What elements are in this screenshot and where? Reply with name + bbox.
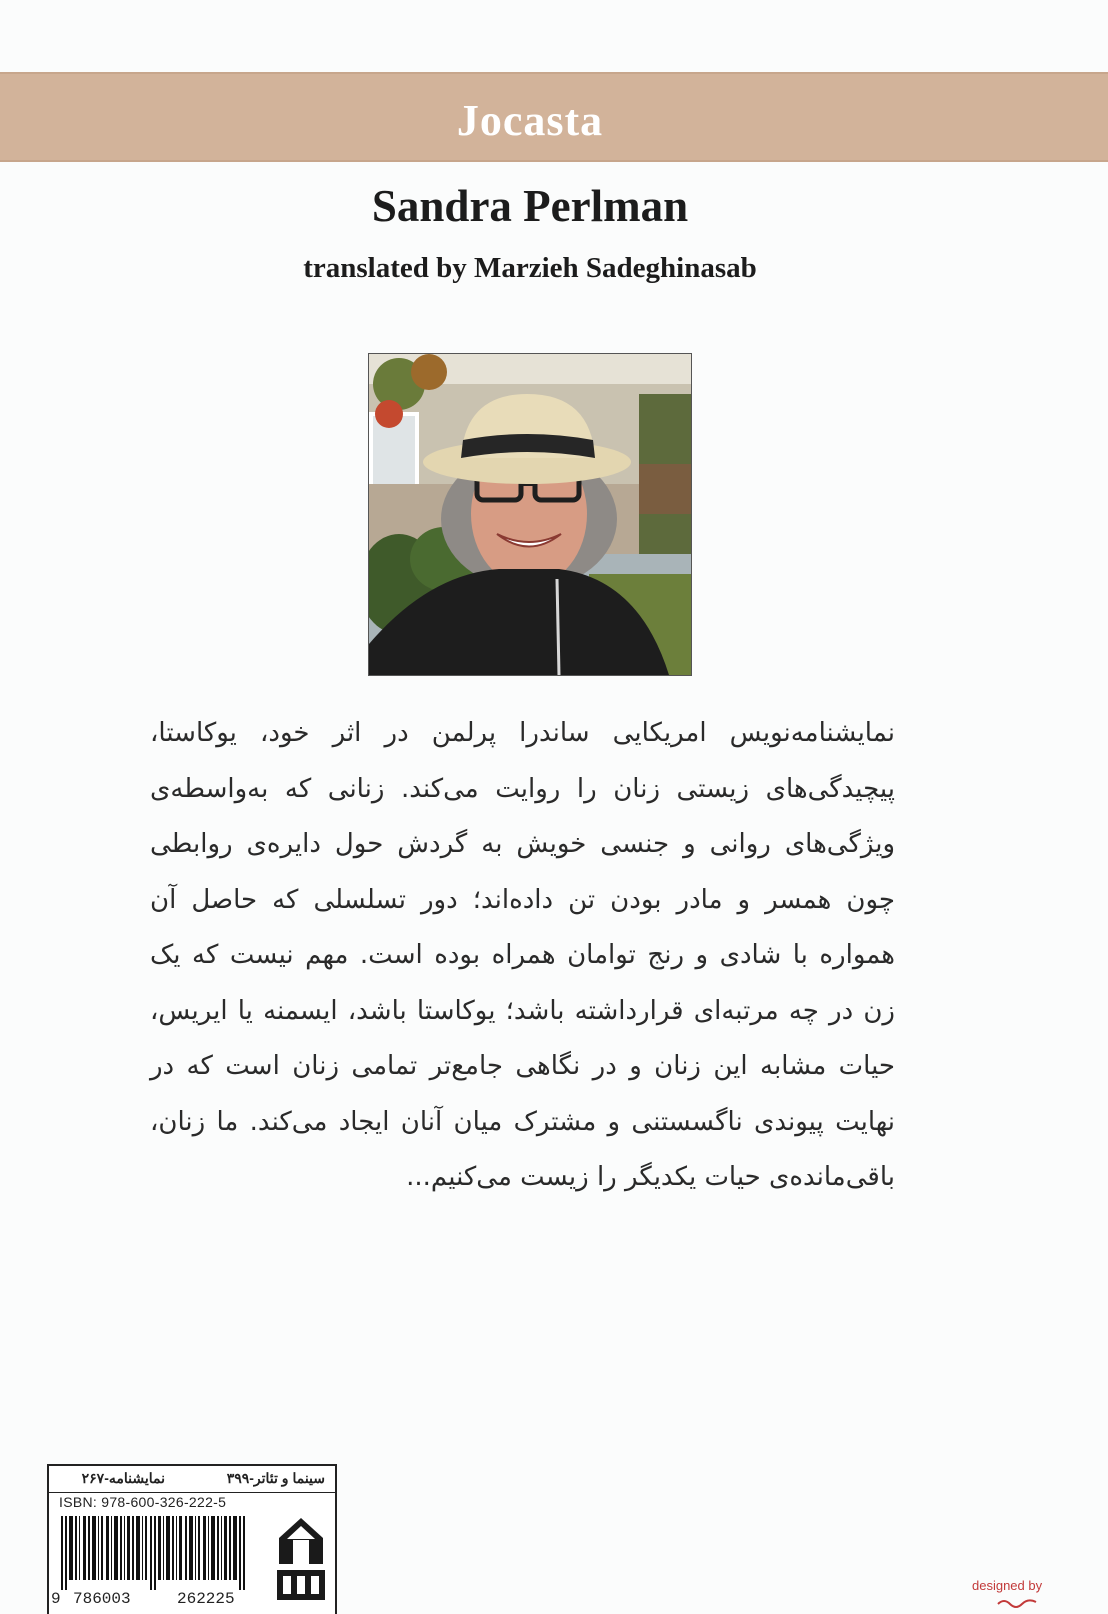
barcode-digits-first: 786003 — [73, 1590, 131, 1608]
barcode — [59, 1516, 265, 1590]
publisher-logo-icon — [273, 1514, 329, 1606]
author-name: Sandra Perlman — [371, 181, 689, 231]
isbn-label: ISBN: 978-600-326-222-5 — [59, 1494, 227, 1510]
series-row — [49, 1466, 335, 1493]
author-photo — [368, 353, 692, 676]
series-play: نمایشنامه-۲۶۷ — [81, 1470, 165, 1486]
designer-signature-icon — [996, 1596, 1038, 1608]
series-theatre: سینما و تئاتر-۳۹۹ — [226, 1470, 325, 1486]
barcode-digit-lead: 9 — [51, 1590, 61, 1608]
book-title: Jocasta — [456, 96, 604, 145]
book-blurb: نمایشنامه‌نویس امریکایی ساندرا پرلمن در اثر خود، یوکاستا، پیچیدگی‌های زیستی زنان را روایت می‌کند. زنانی که به‌واسطه‌ی ویژگی‌های روانی و جنسی خویش به گردش حول دایره‌ی روابطی چون همسر و مادر بودن تن داده‌اند؛ دور تسلسلی که حاصل آن همواره با شادی و رنج توامان همراه بوده است. مهم نیست که یک زن در چه مرتبه‌ای قرارداشته باشد؛ یوکاستا باشد، ایسمنه یا ایریس، حیات مشابه این زنان و در نگاهی جامع‌تر تمامی زنان است که در نهایت پیوندی ناگسستنی و مشترک میان آنان ایجاد می‌کند. ما زنان، باقی‌مانده‌ی حیات یکدیگر را زیست می‌کنیم... — [150, 718, 895, 1192]
barcode-digits-second: 262225 — [177, 1590, 235, 1608]
translator-credit: translated by Marzieh Sadeghinasab — [303, 252, 757, 284]
designer-credit: designed by — [972, 1578, 1043, 1593]
barcode-panel — [47, 1464, 337, 1614]
